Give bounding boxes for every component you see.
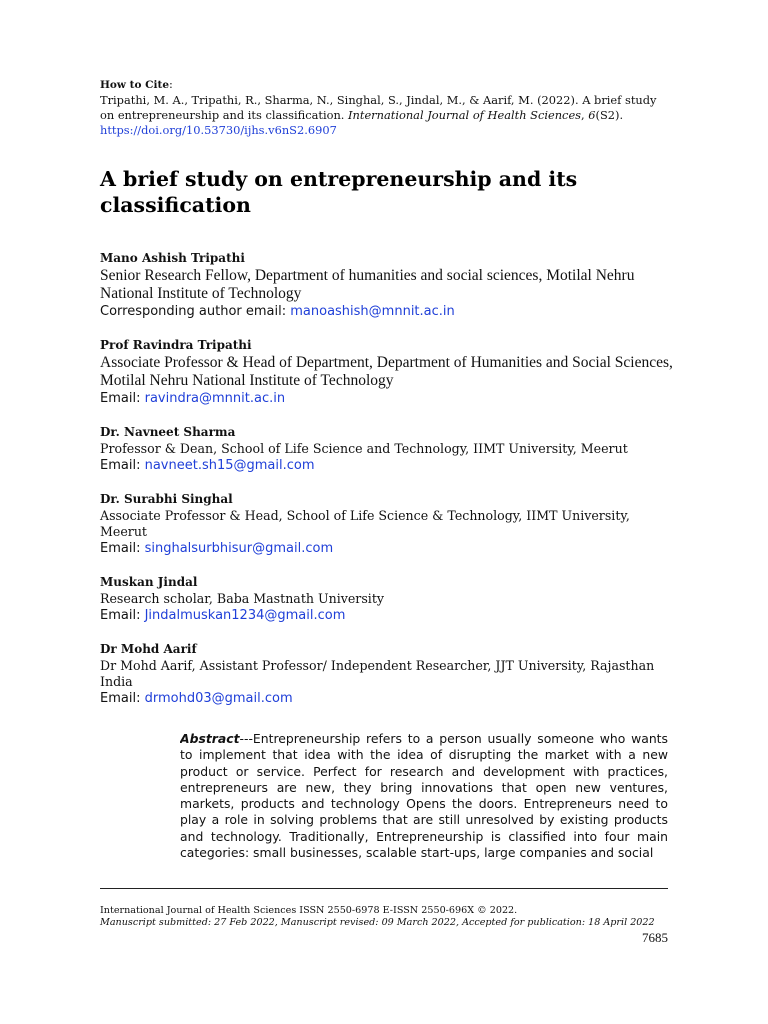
author-name: Dr. Navneet Sharma xyxy=(100,425,236,439)
author-email-link[interactable]: navneet.sh15@gmail.com xyxy=(144,458,315,473)
citation-text xyxy=(100,93,666,138)
author-affiliation: Dr Mohd Aarif, Assistant Professor/ Independent Researcher, JJT University, Rajasthan India xyxy=(100,658,655,689)
footer-divider xyxy=(100,888,668,889)
citation-colon: : xyxy=(169,77,173,91)
author-email-link[interactable]: singhalsurbhisur@gmail.com xyxy=(144,541,334,556)
author-list xyxy=(100,250,675,724)
author-block xyxy=(100,250,675,320)
author-affiliation: Professor & Dean, School of Life Science and Technology, IIMT University, Meerut xyxy=(100,441,628,456)
citation-journal: International Journal of Health Sciences xyxy=(348,108,582,122)
citation-separator: , xyxy=(581,108,589,122)
footer-journal-line: International Journal of Health Sciences ISSN 2550-6978 E-ISSN 2550-696X © 2022. xyxy=(100,905,518,916)
author-email-label: Email: xyxy=(100,691,145,706)
author-block xyxy=(100,337,675,407)
author-affiliation: Research scholar, Baba Mastnath University xyxy=(100,591,384,606)
author-email-link[interactable]: manoashish@mnnit.ac.in xyxy=(290,304,455,319)
author-block xyxy=(100,641,675,707)
citation-label-line xyxy=(100,77,666,93)
author-name: Prof Ravindra Tripathi xyxy=(100,338,252,352)
author-email-link[interactable]: Jindalmuskan1234@gmail.com xyxy=(144,608,346,623)
author-block xyxy=(100,574,675,624)
author-email-line xyxy=(100,540,675,557)
abstract-text: ---Entrepreneurship refers to a person usually someone who wants to implement that idea with the idea of disrupting the market with a new product or service. Perfect for research and development with practices, entrepreneurs are new, they bring innovations that open new ventures, markets, products and technology Opens the doors. Entrepreneurs need to play a role in solving problems that are still unresolved by existing products and technology. Traditionally, Entrepreneurship is classified into four main categories: small businesses, scalable start-ups, large companies and social xyxy=(180,731,668,861)
author-email-line xyxy=(100,303,675,320)
author-email-line xyxy=(100,690,675,707)
author-email-label: Email: xyxy=(100,608,145,623)
author-email-line xyxy=(100,607,675,624)
author-email-label: Email: xyxy=(100,458,145,473)
author-name: Dr. Surabhi Singhal xyxy=(100,492,233,506)
author-name: Dr Mohd Aarif xyxy=(100,642,197,656)
citation-doi-link[interactable]: https://doi.org/10.53730/ijhs.v6nS2.6907 xyxy=(100,123,337,137)
author-email-line xyxy=(100,390,675,407)
how-to-cite xyxy=(100,77,666,138)
citation-volume: 6 xyxy=(588,108,596,122)
author-affiliation: Associate Professor & Head of Department, Department of Humanities and Social Sciences, Motilal Nehru National Institute of Technology xyxy=(100,354,673,389)
paper-title: A brief study on entrepreneurship and its classification xyxy=(100,167,578,217)
author-name: Mano Ashish Tripathi xyxy=(100,251,245,265)
author-affiliation: Senior Research Fellow, Department of humanities and social sciences, Motilal Nehru National Institute of Technology xyxy=(100,267,635,302)
citation-label: How to Cite xyxy=(100,79,170,91)
footer-manuscript-line: Manuscript submitted: 27 Feb 2022, Manuscript revised: 09 March 2022, Accepted for publication: 18 April 2022 xyxy=(100,917,655,928)
author-email-line xyxy=(100,457,675,474)
author-email-label: Corresponding author email: xyxy=(100,304,291,319)
author-email-link[interactable]: ravindra@mnnit.ac.in xyxy=(144,391,286,406)
page-footer xyxy=(100,905,668,929)
citation-issue: (S2). xyxy=(595,108,624,122)
author-email-label: Email: xyxy=(100,541,145,556)
abstract-label: Abstract xyxy=(180,731,240,746)
citation-reference: Tripathi, M. A., Tripathi, R., Sharma, N., Singhal, S., Jindal, M., & Aarif, M. (2022). A brief study on entrepreneurship and its classification. xyxy=(100,93,657,122)
page-number: 7685 xyxy=(642,930,668,945)
author-block xyxy=(100,424,675,474)
author-email-label: Email: xyxy=(100,391,145,406)
author-block xyxy=(100,491,675,557)
author-affiliation: Associate Professor & Head, School of Life Science & Technology, IIMT University, Meerut xyxy=(100,508,630,539)
abstract xyxy=(180,731,668,877)
author-name: Muskan Jindal xyxy=(100,575,198,589)
author-email-link[interactable]: drmohd03@gmail.com xyxy=(144,691,293,706)
